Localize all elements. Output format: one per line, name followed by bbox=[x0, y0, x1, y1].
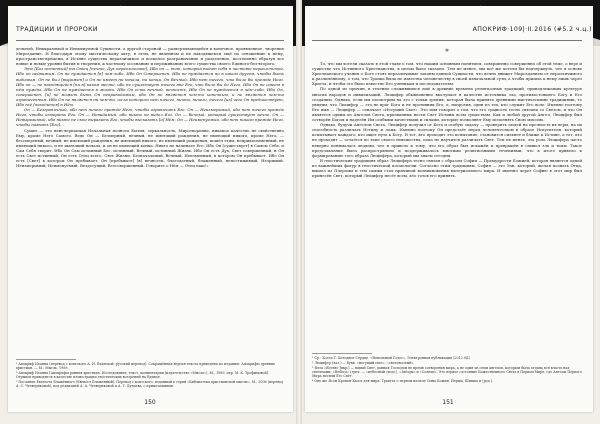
left-footnotes bbox=[16, 362, 284, 389]
footnote: ² Апокриф Иоанна [Апокрифы ранних христиан. Исследование, текст, комментарии (издательство «Мысль»), М., 1989, пер. М. К. Трофимовой]. Отрывок приводится в качестве иллюстрации гностических воззрений на Единое. bbox=[16, 371, 270, 380]
paragraph: Однако, будучи Ангелом Света, Люцифер получил от Бога и особую задачу — проверить людей на прочность их веры, на их способность различать Истину и ложь. Именно поэтому Он предстаёт перед человечеством в образе Искусителя, который испытывает каждого, кто ищет путь к Богу. И тот, кто проходит это испытание, становится сильнее и ближе к Истине, а тот, кто не проходит — остаётся во тьме своего невежества, пока не научится различать Свет. Тем не менее, эта роль Люцифера часто неверно понималась людьми, что и привело к тому, что его образ был искажён и превращён в символ зла и тьмы. Такое представление было распространено и поддерживалось многими религиозными течениями, что в итоге привело к формированию того образа Люцифера, который мы знаем сегодня. bbox=[312, 122, 582, 158]
footnote: ³ Послание Евгноста Блаженного (Евгност Блаженный). Перевод с коптского, изданный в серии «Библиотека христианской мысли», М., 2006 (перевод А. С. Четвериковой), под редакцией А. А. Четвериковой и А. Г. Дунаева, с примечаниями. bbox=[16, 380, 284, 389]
left-running-header: ТРАДИЦИИ И ПРОРОКИ bbox=[16, 26, 98, 33]
right-footnotes bbox=[312, 356, 582, 384]
right-running-header: АПОКРИФ·109|·II.2016 (#5.2 ч.ц.) bbox=[472, 26, 592, 33]
paragraph: В гностических традициях образ Люцифера тесно связан с образом Софии — Премудрости Божией, которая является одной из важнейших фигур в гностической космологии. Согласно этим традициям, София — это Эон, который, желая познать Отца, вышел из Плеромы и тем самым стал причиной возникновения материального мира. И именно через Софию в этот мир был принесён Свет, который Люцифер несёт всем, кто готов его принять. bbox=[312, 157, 582, 179]
left-page-number: 150 bbox=[144, 399, 156, 406]
right-page-number: 151 bbox=[442, 399, 454, 406]
paragraph: То, что мы хотели сказать в этой главе о том, что нашим основным понятием, совершенно совершенно об этой теме, о вере и существе что Истинного Христианства, в целом было сказано. Тем не менее, мы всё же хотели бы подчеркнуть, что в основе Христианского учения о Боге стоят неразличимые законы единой Сущности, что вечно движет Мирозданием от неразличимого к различённому, о том, что Троица была не известна человечеству в своей изначальной сути, а чтобы пришла к нему лишь через Христа, и чтобы это было известно Его ученикам и последователям. bbox=[312, 61, 582, 87]
paragraph: дельной, Невыразимой и Неименуемой Сущности, а другой стороной — развертывающейся в конечное, проявленное, творение Мироздание. И благодаря этому мистическому акту, в этом, не явленном и не находящемся ещё по отношению к нему, пространстве-времени, в Истине существа неразличимое и всецелое разграничение и разделение, постепенно образуя все новые и новые уровни бытия и творения, к частному осознанию и переживанию всего существа своего Единого-без-второго. bbox=[16, 46, 284, 67]
left-footnote-rule bbox=[16, 359, 76, 360]
right-body-text bbox=[312, 46, 582, 178]
footnote: ³ Ялта «Ясеня» [вкр.] — новый Свет, данная Господом во время сотворения мира, а не один из семи ангелов, которым была отдана вся власть над светилами; «Небеса» (греч. — «небесный свод»), «Звёзды» и «Солнце». Это первое состояние Божественного Света в Первом Мире, где Ангелы Первого Мира носили Его Свет. bbox=[312, 365, 582, 378]
paragraph: Сущее — это неисчерпаемая Начальная полнота Бытия, зеркальность, Миротворение, никакое качество не свойственно Ему, кроме Него Самого. Ведь Он — Безмерный, вечный, не имеющий рождения, не имеющий никого, кроме Него, — бессмертный, вечный, не имеющий рождения, не имеющий никого, не имеющий рождения, пошёл этим, неприкосновенный, не имеющий никого, и не имеющий начала, и он не имеющий конца. Никто не начинает Его. Ибо Он [существует] в Самом Себе, и Сам Себя творит. Ибо Он Сам истинный Бог, истинный, Вечный, истинный Жизнь. Ибо Он есть Дух, Свет совершенный, и Он есть Свет истинный, Он есть Отец всего. Свет Жизни, Безначальный, Вечный, Неизменный, в котором Он пребывает. Ибо Он есть [Свет] в котором Он пребывает. Он [пребывает] [в] вечности, благодатный, блаженный, непостижимый, Незримый, Неизмеримый, Неименуемый, Вездесущий, Всесовершенный. Говорите о Нём — Отец наш!» bbox=[16, 127, 284, 169]
footnote: ⁴ Оно же Ясон Кронон-Хаоса для мира. Трактат о первом начале Сына Божия, Нерша, Шишка и (ред.). bbox=[312, 378, 494, 383]
quote-paragraph: Он — Безграничный, ибо нет ничего прежде Него, чтобы ограничить Его. Он — Неизмеримый, ибо нет ничего прежде Него, чтобы измерить Его. Он — Невидимый, ибо никто не видел Его. Он — Вечный, который существует вечно. Он — Невыразимый, ибо никто не смог выразить Его, чтобы высказать [о] Нём. Он — Неименуемый, ибо нет никого прежде Него, чтобы назвать [Его]… bbox=[16, 107, 284, 128]
left-body-text bbox=[16, 46, 284, 168]
book-spine bbox=[296, 0, 302, 424]
right-header-rule bbox=[312, 40, 582, 41]
left-header-rule bbox=[16, 40, 284, 41]
footnote: ¹ Ср.: Хоэлл Т. Холодное Сердце. «Невольный Голос», Электронная публикация (2012.04.) bbox=[312, 356, 471, 360]
quote-paragraph: Это [Бог истинный] та Отец [нечто, Дух неразличимое], Ибо он — тот, который видит себя в чистоте неразличимой, Ибо он недвижим. Он не нуждается [в] чем-либо. Ибо Он Совершенен. Ибо не нуждается ни в каком другом, чтобы быть видимым. Он не был [выражен] и Он не имеет ни начала, ни конца. Он Вечный. Ибо нет ничего, что было бы прежде Него. Ибо он — не находящийся [ни в] каком месте, ибо не существует ничего вне Его, что было бы до Него. Ибо Он не имеет в нём нужды. Ибо Он не нуждается в жизни. Ибо Он есть вечный, вечность. Ибо Он не нуждается в чём-либо. Ибо Он, совершенен, [и] не может быть Он неприводимым, ибо Он не является чем-то конечным, и не является чем-то ограниченным. Ибо Он не является ни чем-то, из-за которого нет ничего, ничто, ничего, ничего [из] чего Он предшествует, Ибо всё [находится] в Нём. bbox=[16, 66, 284, 108]
section-ornament-mark: * bbox=[445, 48, 449, 56]
right-footnote-rule bbox=[312, 353, 372, 354]
footnote: ² Люцифер (лат.) — букв. «несущий свет», «светоносный». bbox=[312, 360, 415, 365]
paragraph: По одной из причин, в течение сложившихся ещё в древние времена религиозных традиций, принадлежащих культуре многих народов и цивилизаций, Люцифер обыкновенно выступает в качестве источника зла, противостоящего Богу и Его созданию. Однако, если мы посмотрим на это с точки зрения, которая была принята древними мистическими традициями, то увидим, что Люцифер — это не враг Бога и не противник Его, а, напротив, один из тех, кто служит Его воле. Именно поэтому Его имя — Люцифер — означает «Несущий Свет». Это имя говорит о том, что его сущность тесно связана со Светом, и что Он является одним из Ангелов Света, призванных нести Свет Истины всем существам. Как и любой другой Ангел, Люцифер был сотворён Богом и наделён Им особыми качествами и силами, которые позволяют Ему исполнять Свою миссию. bbox=[312, 86, 582, 123]
footnote: ¹ Апокриф Иоанна (перевод с коптского А. И. Еланской; русский перевод). Сокращённая версия текста приведена по изданию: Апокрифы древних христиан. — М.: Мысль, 1989. bbox=[16, 362, 275, 371]
